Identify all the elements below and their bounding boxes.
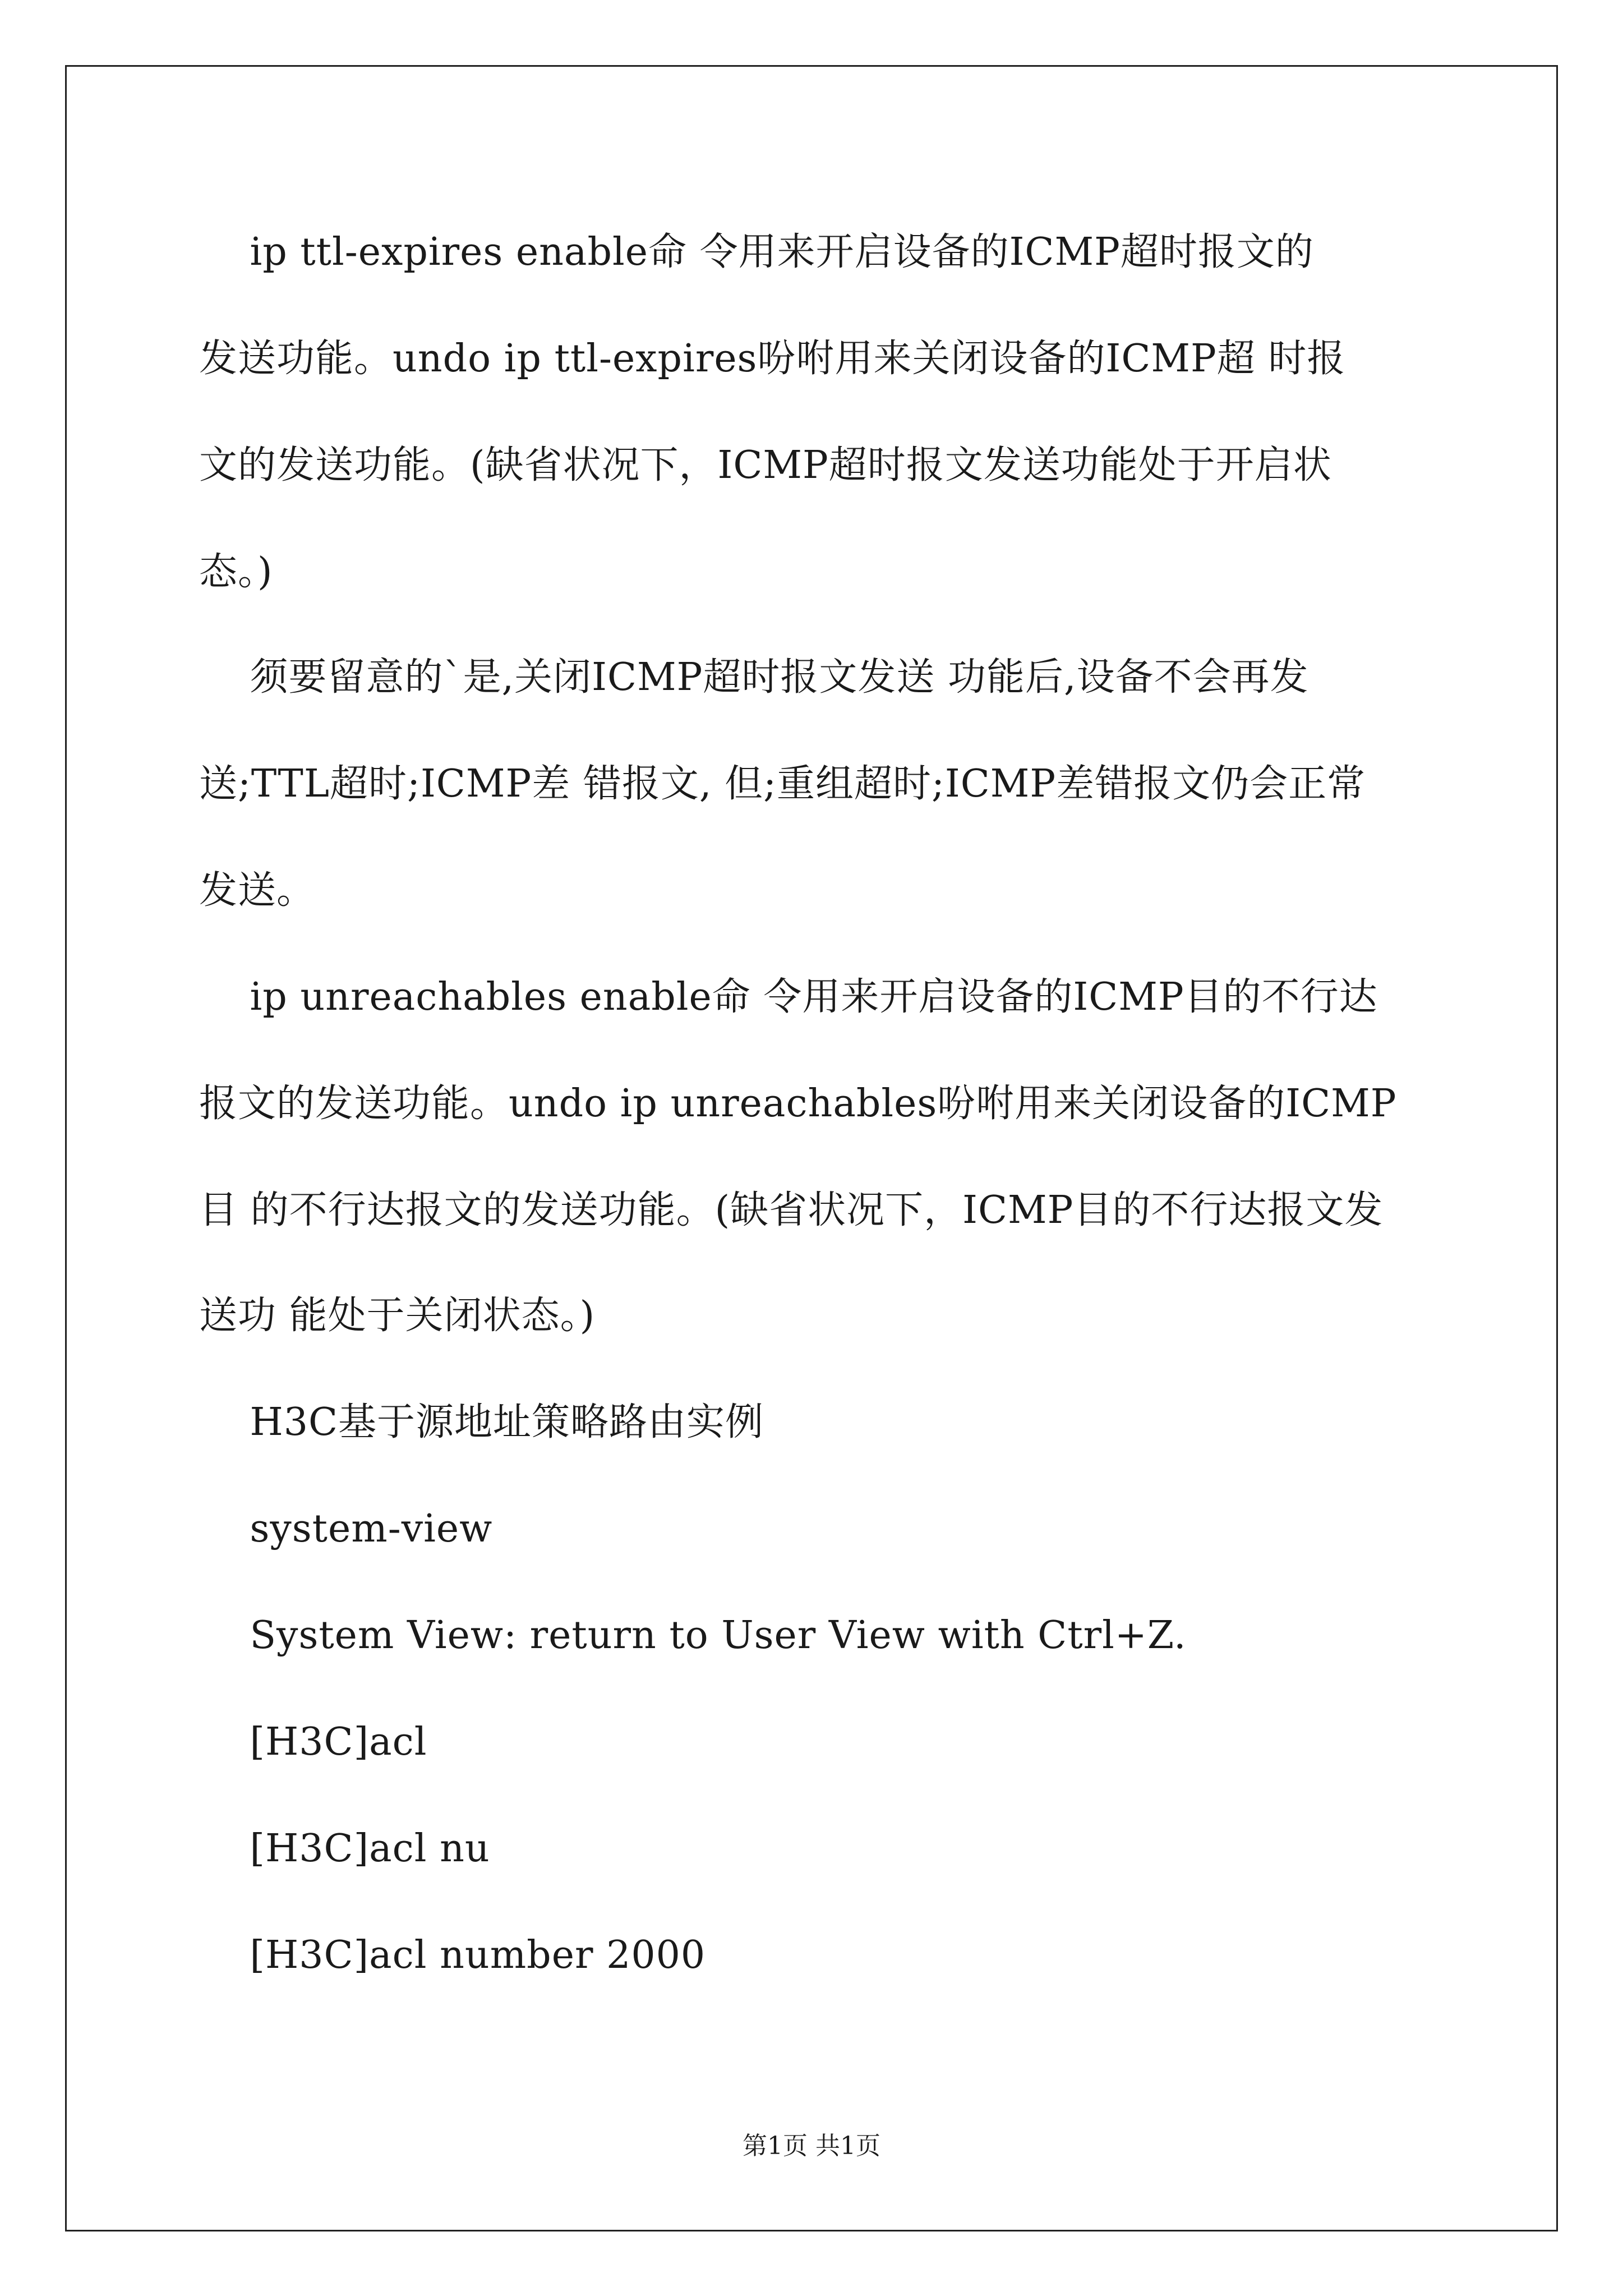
- text-line: System View: return to User View with Ctrl+Z.: [199, 1613, 1187, 1658]
- text-line: 须要留意的`是,关闭ICMP超时报文发送 功能后,设备不会再发: [199, 655, 1309, 700]
- text-line: H3C基于源地址策略路由实例: [199, 1400, 764, 1444]
- text-line: [H3C]acl: [199, 1720, 427, 1764]
- text-line: 报文的发送功能。undo ip unreachables吩咐用来关闭设备的ICMP: [199, 1082, 1397, 1126]
- text-line: [H3C]acl number 2000: [199, 1933, 706, 1977]
- text-line: [H3C]acl nu: [199, 1826, 490, 1871]
- page-border: [65, 65, 1558, 2231]
- text-line: system-view: [199, 1507, 493, 1551]
- text-line: 文的发送功能。(缺省状况下，ICMP超时报文发送功能处于开启状: [199, 443, 1332, 487]
- text-line: 送功 能处于关闭状态。): [199, 1294, 596, 1338]
- text-line: ip ttl-expires enable命 令用来开启设备的ICMP超时报文的: [199, 230, 1314, 274]
- text-line: 送;TTL超时;ICMP差 错报文, 但;重组超时;ICMP差错报文仍会正常: [199, 762, 1366, 806]
- text-line: 发送。: [199, 868, 316, 913]
- text-line: 态。): [199, 550, 273, 594]
- text-line: ip unreachables enable命 令用来开启设备的ICMP目的不行达: [199, 975, 1378, 1019]
- text-line: 发送功能。undo ip ttl-expires吩咐用来关闭设备的ICMP超 时报: [199, 337, 1346, 381]
- page-number-footer: 第1页 共1页: [743, 2132, 880, 2160]
- text-line: 目 的不行达报文的发送功能。(缺省状况下，ICMP目的不行达报文发: [199, 1188, 1384, 1232]
